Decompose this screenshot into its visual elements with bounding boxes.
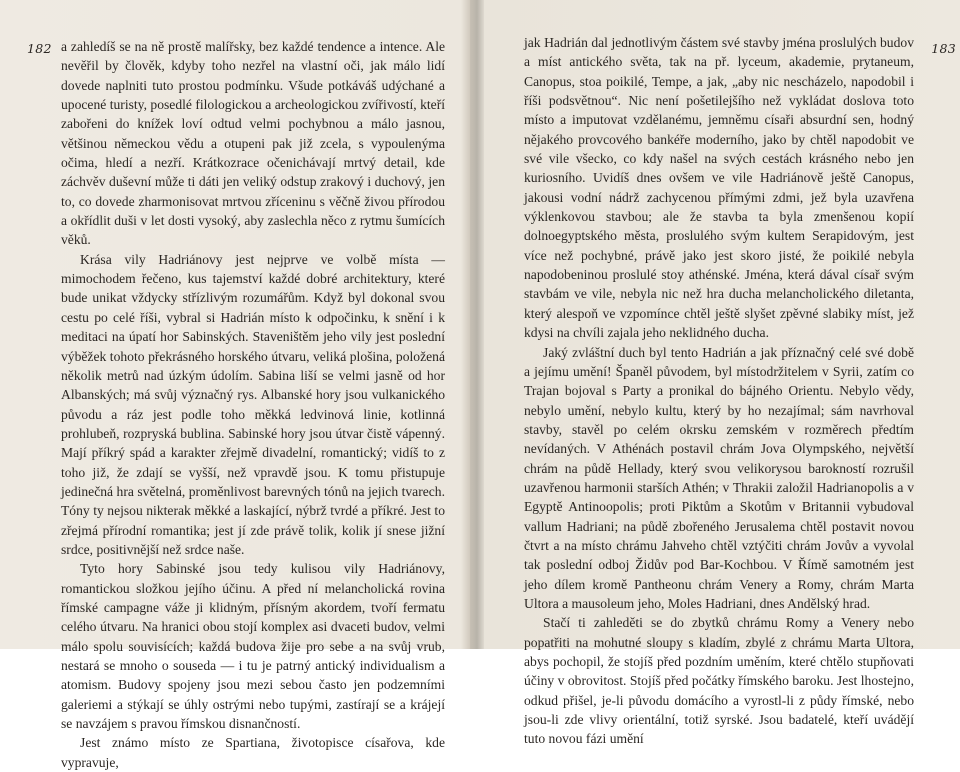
right-page-number: 183 [931,41,956,56]
left-paragraph-3: Tyto hory Sabinské jsou tedy kulisou vily Hadriánovy, romantickou složkou jejího účinu. A před ní melancholická rovina římské campagne váže ji klidným, přísným akordem, tvoří fermatu celého útvaru. Na hranici obou stojí komplex asi dvaceti budov, velmi málo spolu souvisících; každá budova žije pro sebe a na svůj vrub, nestará se mnoho o souseda — i tu je patrný antický individualism a atomism. Budovy spojeny jsou mezi sebou často jen podzemními galeriemi a stýkají se úhly ostrými nebo tupými, zastírají se a krájejí se navzájem s pravou římskou disnančností. [61,561,445,732]
left-paragraph-2: Krása vily Hadriánovy jest nejprve ve volbě místa — mimochodem řečeno, kus tajemství každé dobré architektury, které bude unikat vždycky střízlivým rozumářům. Když byl dokonal svou cestu po celé říši, vybral si Hadrián místo k odpočinku, k snění i k meditaci na úpatí hor Sabinských. Staveništěm jeho vily jest poslední výběžek tohoto překrásného horského útvaru, veliká plošina, položená několik metrů nad úzkým údolím. Sabina liší se velmi jasně od hor Albanských; má svůj význačný rys. Albanské hory jsou vulkanického původu a ráz jest podle toho měkká ledvinová linie, kotlinná prohlubeň, rozpryská bublina. Sabinské hory jsou útvar čistě vápenný. Mají příkrý spád a karakter zřejmě divadelní, romantický; vidíš to z toho již, že zdají se vyšší, než vpravdě jsou. K tomu přistupuje jedinečná hra světelná, proměnlivost barevných tónů na jejich tvarech. Tóny ty nejsou nikterak měkké a laskající, nýbrž tvrdé a příkré. Jest to zřejmá přírodní romantika; jest jí zde právě tolik, kolik jí snese jižní srdce, positivnější než srdce naše. [61,251,445,557]
left-paragraph-1: a zahledíš se na ně prostě malířsky, bez každé tendence a intence. Ale nevěřil by člověk, kdyby toho nezřel na vlastní oči, jak málo lidí dovede naplniti tuto prostou podmínku. Všude potkáváš udýchané a upocené turisty, posedlé filologickou a archeologickou zvířivostí, kteří zabořeni do knížek loví odtud velmi pochybnou a málo jasnou, většinou německou vědu a otupeni pak již zcela, s vypoulenýma očima, hledí a nezří. Krátkozrace očenichávají mrtvý detail, kde záchvěv duševní může ti dáti jen veliký odstup zrakový i duchový, jen to, co dovede zharmonisovat mrtvou zříceninu s věčně živou přírodou a okřídlit duši v let dosti vysoký, aby zaslechla něco z rytmu šumících věků. [61,39,445,248]
right-page [482,0,960,747]
left-page-text [61,37,445,772]
right-paragraph-1: jak Hadrián dal jednotlivým částem své stavby jména proslulých budov a míst antického světa, tak na př. lyceum, akademie, prytaneum, Canopus, stoa poikilé, Tempe, a jak, „aby nic nescházelo, napodobil i říši podsvětnou“. Nic není pošetilejšího než vykládat doslova toto místo a imputovat vzdělanému, jemněmu císaři absurdní sen, hodný nějakého provcového bankéře moderního, jako by chtěl napodobit ve své vile všecko, co kdy našel na svých cestách krásného nebo jen kuriosního. Uvidíš dnes ovšem ve vile Hadriánově ještě Canopus, jakousi vodní nádrž zachycenou přímými zdmi, jež byla uzavřena výklenkovou stavbou; ale že stavba ta byla zmenšenou kopií dolnoegyptského města, proslulého svým kultem Serapidovým, jest více než pochybné, právě jako jest skoro jisté, že poikilé nebyla napodobeninou proslulé stoy athénské. Jména, která dával císař svým stavbám ve vile, nebyla nic než hra ducha melancholického diletanta, který alespoň ve vzpomínce chtěl ještě slyšet zpěvné slabiky míst, jež kdysi na chvíli zajala jeho neklidného ducha. [524,35,914,341]
right-page-text [524,33,914,749]
left-paragraph-4: Jest známo místo ze Spartiana, životopisce císařova, kde vypravuje, [61,735,445,770]
right-paragraph-2: Jaký zvláštní duch byl tento Hadrián a jak příznačný celé své době a jejímu umění! Španěl původem, byl místodržitelem v Syrii, zatím co Trajan bojoval s Party a pronikal do bájného Orientu. Nebylo vědy, nebylo umění, nebylo kultu, který by ho nezajímal; sám navrhoval stavby, stavěl po celém okrsku zemském v rozměrech předtím nevídaných. V Athénách postavil chrám Jova Olympského, největší chrám na půdě Hellady, který svou velikorysou barokností rozrušil uzavřenou harmonii starších Athén; v Thrakii založil Hadrianopolis a v Egyptě Antinoopolis; proti Piktům a Skotům v Britannii vybudoval vallum Hadriani; na půdě zbořeného Jerusalema chtěl postavit novou čtvrt a na místo chrámu Jahveho chtěl vztýčiti chrám Jovův a vyvolal tak poslední odboj Židův pod Bar-Kochbou. V Římě samotném jest jeho dílem kromě Pantheonu chrám Venery a Romy, chrám Marta Ultora a mausoleum jeho, Moles Hadriani, dnes Andělský hrad. [524,344,914,611]
right-paragraph-3: Stačí ti zahleděti se do zbytků chrámu Romy a Venery nebo popatřiti na mohutné sloupy s kladím, zbylé z chrámu Marta Ultora, abys pochopil, že stojíš před pozdním uměním, které chtělo stupňovati účiny v obrovitost. Stojíš před počátky římského baroku. Jest lhostejno, odkud přišel, je-li původu domácího a vyrostl-li z půdy římské, nebo jsou-li zde vlivy orientální, totiž syrské. Jsou badatelé, kteří uvádějí tuto novou fázi umění [524,615,914,747]
left-page [0,0,472,770]
left-page-number: 182 [27,41,52,56]
